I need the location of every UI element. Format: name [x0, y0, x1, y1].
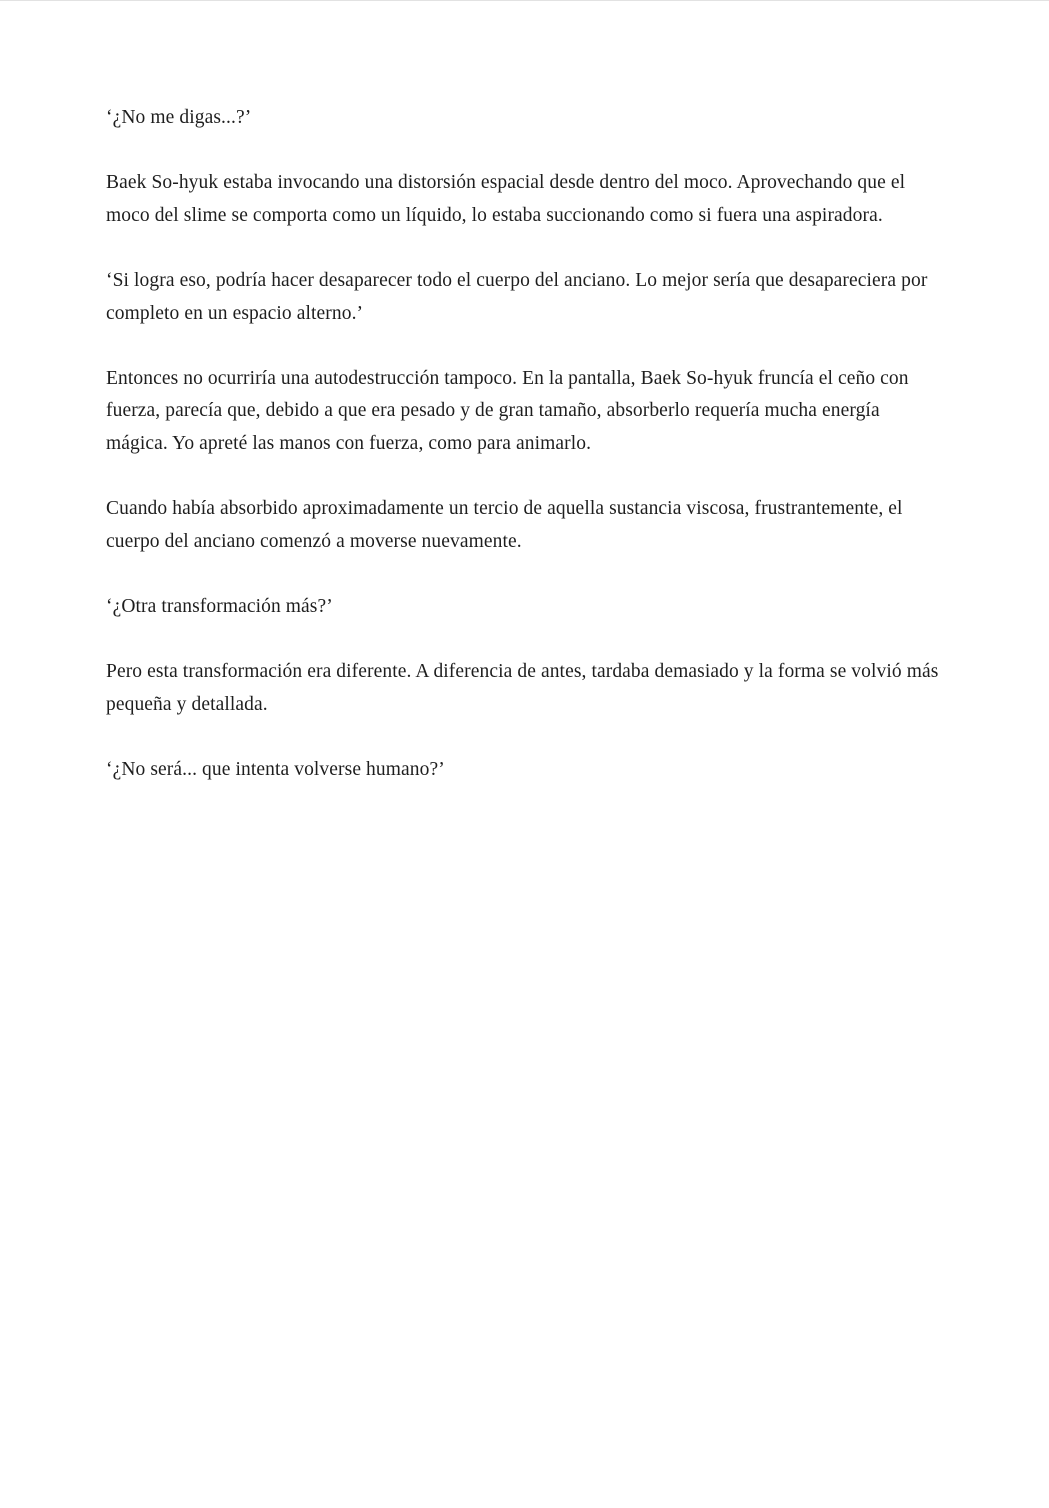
paragraph: ‘Si logra eso, podría hacer desaparecer todo el cuerpo del anciano. Lo mejor sería que desapareciera por completo en un espacio alterno.’: [106, 269, 928, 324]
paragraph: ‘¿No me digas...?’: [106, 107, 252, 128]
paragraph: Entonces no ocurriría una autodestrucción tampoco. En la pantalla, Baek So-hyuk fruncía el ceño con fuerza, parecía que, debido a que era pesado y de gran tamaño, absorberlo requería mucha energía mágica. Yo apreté las manos con fuerza, como para animarlo.: [106, 367, 909, 454]
top-divider: [0, 0, 1049, 1]
document-body: [106, 102, 946, 819]
paragraph: Cuando había absorbido aproximadamente un tercio de aquella sustancia viscosa, frustrantemente, el cuerpo del anciano comenzó a moverse nuevamente.: [106, 498, 903, 552]
paragraph: Pero esta transformación era diferente. A diferencia de antes, tardaba demasiado y la forma se volvió más pequeña y detallada.: [106, 661, 939, 715]
paragraph: ‘¿No será... que intenta volverse humano?’: [106, 758, 445, 780]
paragraph: ‘¿Otra transformación más?’: [106, 595, 333, 617]
paragraph: Baek So-hyuk estaba invocando una distorsión espacial desde dentro del moco. Aprovechando que el moco del slime se comporta como un líquido, lo estaba succionando como si fuera una aspiradora.: [106, 172, 906, 226]
